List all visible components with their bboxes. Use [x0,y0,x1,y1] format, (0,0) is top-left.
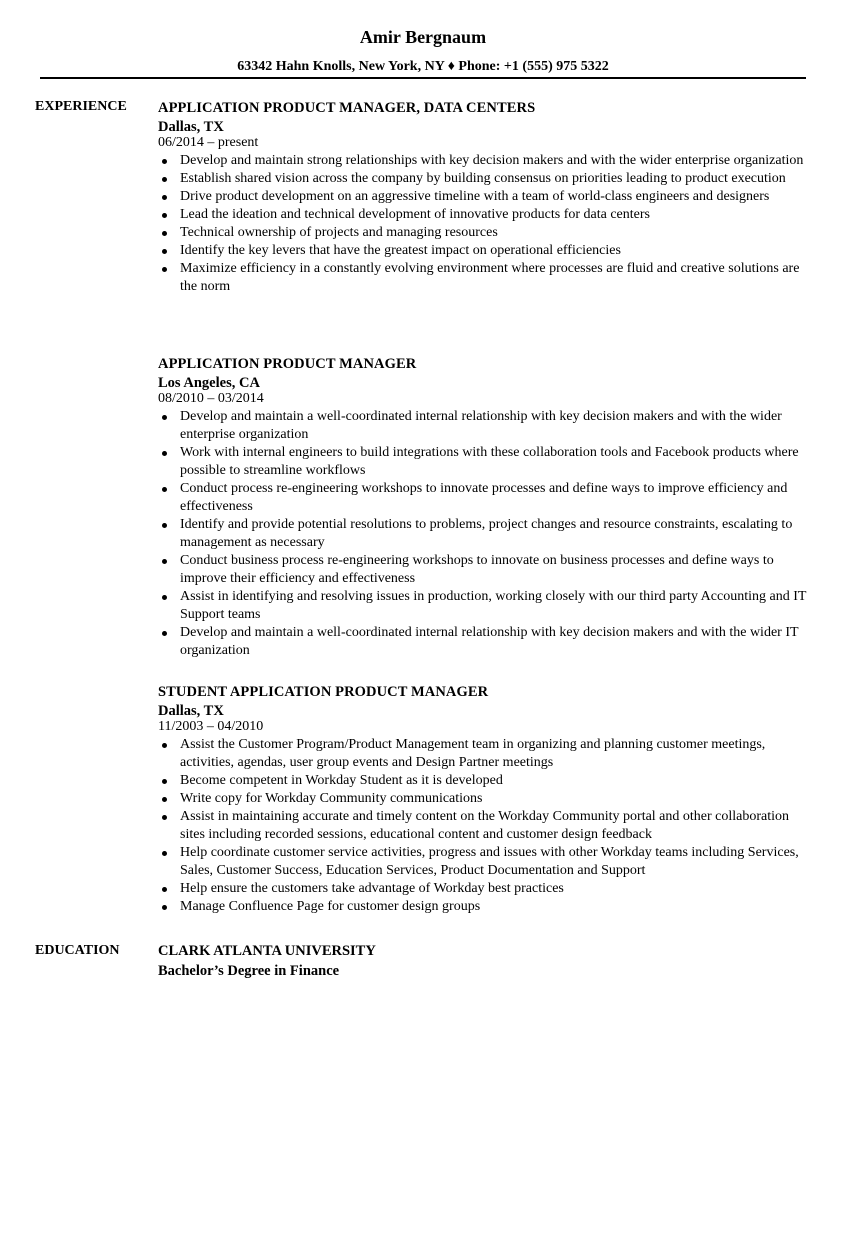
job-location: Dallas, TX [158,703,224,719]
bullet-item [158,844,808,880]
bullet-text: Conduct business process re-engineering workshops to innovate on business processes and define ways to improve their efficiency and effectiveness [180,553,774,586]
experience-heading: EXPERIENCE [35,99,127,114]
candidate-name: Amir Bergnaum [359,27,487,47]
bullet-item [158,152,808,170]
bullet-item [158,206,808,224]
bullet-text: Help coordinate customer service activities, progress and issues with other Workday teams including Services, Sales, Customer Success, Education Services, Product Documentation and Support [180,845,799,878]
bullet-item [158,898,808,916]
job-entry [158,356,808,660]
education-entry [158,943,808,979]
bullet-item [158,772,808,790]
bullet-dot-icon [162,851,167,856]
job-title: APPLICATION PRODUCT MANAGER [158,356,417,372]
bullet-item [158,588,808,624]
bullet-dot-icon [162,905,167,910]
job-bullets [158,152,808,296]
bullet-text: Write copy for Workday Community communications [180,791,483,806]
bullet-item [158,170,808,188]
bullet-dot-icon [162,523,167,528]
bullet-dot-icon [162,887,167,892]
bullet-text: Assist in maintaining accurate and timely content on the Workday Community portal and other collaboration sites including recorded sessions, educational content and customer design feedback [180,809,790,842]
bullet-item [158,516,808,552]
bullet-text: Lead the ideation and technical development of innovative products for data centers [180,207,650,222]
school-name: CLARK ATLANTA UNIVERSITY [158,943,376,959]
job-bullets [158,408,808,660]
bullet-dot-icon [162,249,167,254]
bullet-text: Identify and provide potential resolutions to problems, project changes and resource constraints, escalating to management as necessary [180,517,793,550]
bullet-item [158,260,808,296]
bullet-text: Maximize efficiency in a constantly evolving environment where processes are fluid and creative solutions are the norm [180,261,800,294]
bullet-dot-icon [162,631,167,636]
job-title: STUDENT APPLICATION PRODUCT MANAGER [158,684,489,700]
contact-line: 63342 Hahn Knolls, New York, NY ♦ Phone: +1 (555) 975 5322 [237,59,609,74]
bullet-text: Develop and maintain a well-coordinated internal relationship with key decision makers and with the wider IT organization [180,625,799,658]
bullet-text: Assist the Customer Program/Product Management team in organizing and planning customer meetings, activities, agendas, user group events and Design Partner meetings [180,737,766,770]
bullet-dot-icon [162,213,167,218]
bullet-text: Work with internal engineers to build integrations with these collaboration tools and Facebook products where possible to streamline workflows [180,445,799,478]
job-location: Dallas, TX [158,119,224,135]
job-dates: 11/2003 – 04/2010 [158,719,264,734]
bullet-item [158,736,808,772]
bullet-text: Develop and maintain strong relationships with key decision makers and with the wider enterprise organization [180,153,804,168]
bullet-item [158,552,808,588]
bullet-text: Manage Confluence Page for customer design groups [180,899,481,914]
bullet-dot-icon [162,797,167,802]
bullet-dot-icon [162,779,167,784]
degree-name: Bachelor’s Degree in Finance [158,963,340,979]
bullet-dot-icon [162,177,167,182]
bullet-text: Establish shared vision across the company by building consensus on priorities leading to product execution [180,171,786,186]
bullet-dot-icon [162,415,167,420]
bullet-text: Conduct process re-engineering workshops to innovate processes and define ways to improve efficiency and effectiveness [180,481,788,514]
bullet-item [158,790,808,808]
bullet-text: Help ensure the customers take advantage of Workday best practices [180,881,564,896]
bullet-text: Assist in identifying and resolving issues in production, working closely with our third party Accounting and IT Support teams [180,589,807,622]
bullet-dot-icon [162,267,167,272]
bullet-dot-icon [162,159,167,164]
bullet-item [158,224,808,242]
bullet-text: Identify the key levers that have the greatest impact on operational efficiencies [180,243,621,258]
bullet-dot-icon [162,595,167,600]
bullet-item [158,808,808,844]
bullet-item [158,880,808,898]
job-dates: 06/2014 – present [158,135,259,150]
bullet-item [158,188,808,206]
education-heading: EDUCATION [35,943,120,958]
bullet-item [158,480,808,516]
job-entry [158,684,808,916]
job-entry [158,100,808,296]
job-title: APPLICATION PRODUCT MANAGER, DATA CENTERS [158,100,536,116]
bullet-item [158,624,808,660]
bullet-item [158,408,808,444]
job-location: Los Angeles, CA [158,375,260,391]
bullet-text: Technical ownership of projects and managing resources [180,225,498,240]
bullet-item [158,242,808,260]
bullet-dot-icon [162,559,167,564]
bullet-dot-icon [162,451,167,456]
job-bullets [158,736,808,916]
bullet-item [158,444,808,480]
bullet-dot-icon [162,743,167,748]
bullet-text: Develop and maintain a well-coordinated internal relationship with key decision makers and with the wider enterprise organization [180,409,782,442]
bullet-dot-icon [162,815,167,820]
bullet-text: Drive product development on an aggressive timeline with a team of world-class engineers and designers [180,189,770,204]
bullet-dot-icon [162,231,167,236]
bullet-dot-icon [162,487,167,492]
bullet-text: Become competent in Workday Student as it is developed [180,773,503,788]
header-divider [40,77,806,79]
job-dates: 08/2010 – 03/2014 [158,391,264,406]
bullet-dot-icon [162,195,167,200]
